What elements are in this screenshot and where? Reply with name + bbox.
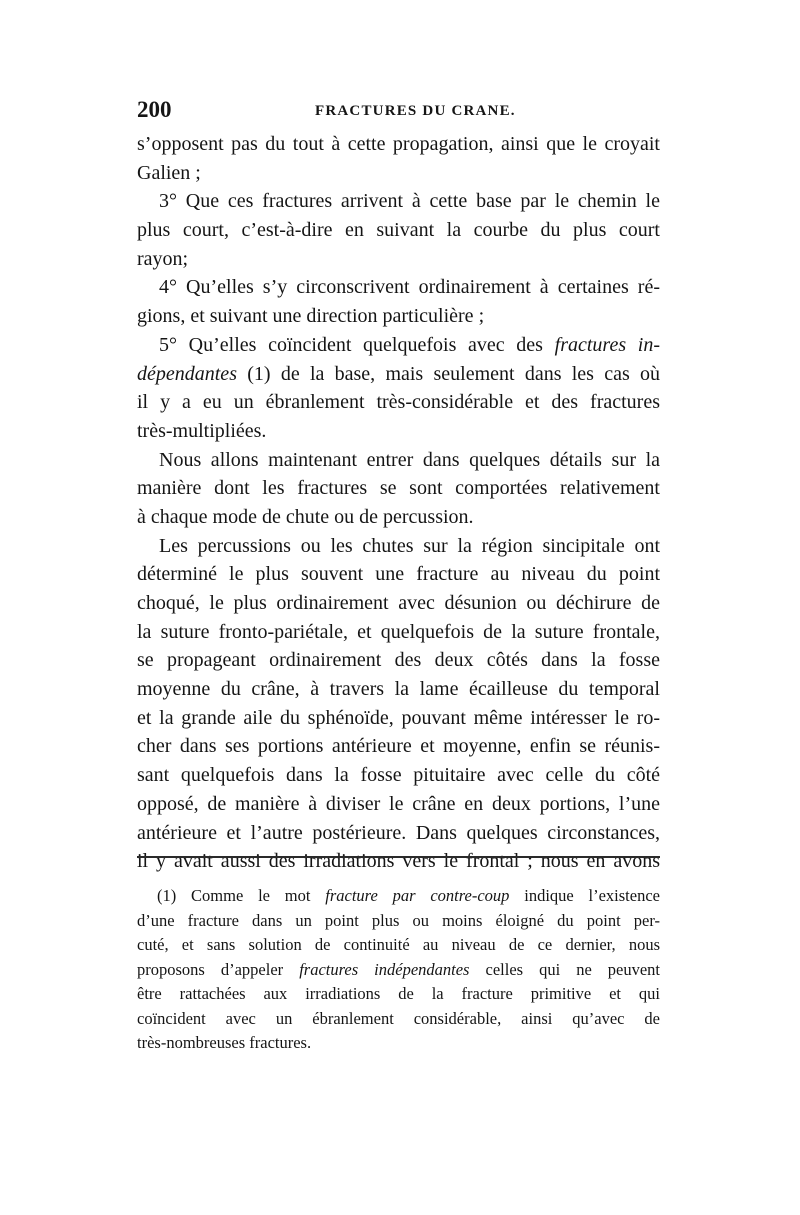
italic-term: dépendantes [137,362,237,385]
text-segment: proposons d’appeler [137,959,284,979]
text-line: à chaque mode de chute ou de percussion. [137,505,474,528]
text-line: et la grande aile du sphénoïde, pouvant même intéresser le ro- [137,706,660,729]
text-line [137,331,660,360]
footnote-line: d’une fracture dans un point plus ou moins éloigné du point per- [137,910,660,930]
text-line: choqué, le plus ordinairement avec désunion ou déchirure de [137,592,660,614]
text-line: il y a eu un ébranlement très-considérable et des fractures [137,391,660,414]
text-segment: (1) Comme le mot [157,886,311,905]
footnote [137,884,660,1056]
footnote-line [137,884,660,909]
text-line: moyenne du crâne, à travers la lame écailleuse du temporal [137,678,660,701]
main-text [137,130,660,876]
footnote-line: très-nombreuses fractures. [137,1033,312,1052]
text-line: déterminé le plus souvent une fracture au niveau du point [137,563,660,586]
footnote-line: être rattachées aux irradiations de la fracture primitive et qui [137,984,660,1003]
footnote-line: cuté, et sans solution de continuité au niveau de ce dernier, nous [137,935,660,954]
text-line [137,360,660,389]
italic-term: fractures in- [554,333,660,356]
text-segment: (1) de la base, mais seulement dans les cas où [247,362,660,385]
text-line: 3° Que ces fractures arrivent à cette base par le chemin le [159,190,660,213]
text-line: se propageant ordinairement des deux côtés dans la fosse [137,649,660,672]
text-line: gions, et suivant une direction particulière ; [137,305,485,328]
text-line: Galien ; [137,161,201,184]
italic-term: fracture par contre-coup [325,886,510,905]
italic-term: fractures indépendantes [299,959,470,979]
footnote-line [137,958,660,983]
text-segment: 5° Qu’elles coïncident quelquefois avec des [159,333,543,356]
running-title: FRACTURES DU CRANE. [315,103,516,119]
text-line: cher dans ses portions antérieure et moyenne, enfin se réunis- [137,735,660,758]
text-line: très-multipliées. [137,419,267,442]
text-line: il y avait aussi des irradiations vers le frontal ; nous en avons [137,850,660,873]
text-line: 4° Qu’elles s’y circonscrivent ordinairement à certaines ré- [159,276,660,299]
text-line: s’opposent pas du tout à cette propagation, ainsi que le croyait [137,133,660,155]
page-number: 200 [137,97,172,122]
text-line: la suture fronto-pariétale, et quelquefois de la suture frontale, [137,620,660,643]
text-line: Nous allons maintenant entrer dans quelques détails sur la [159,448,660,471]
text-segment: celles qui ne peuvent [485,959,660,979]
footnote-divider [137,856,660,858]
text-line: sant quelquefois dans la fosse pituitaire avec celle du côté [137,764,660,787]
text-line: rayon; [137,247,189,270]
text-line: antérieure et l’autre postérieure. Dans quelques circonstances, [137,821,660,844]
text-line: manière dont les fractures se sont comportées relativement [137,477,660,500]
text-line: plus court, c’est-à-dire en suivant la courbe du plus court [137,219,660,242]
page-header [137,97,660,123]
text-line: opposé, de manière à diviser le crâne en deux portions, l’une [137,792,660,815]
text-line: Les percussions ou les chutes sur la région sincipitale ont [159,534,660,557]
footnote-line: coïncident avec un ébranlement considérable, ainsi qu’avec de [137,1008,660,1028]
text-segment: indique l’existence [524,886,660,905]
